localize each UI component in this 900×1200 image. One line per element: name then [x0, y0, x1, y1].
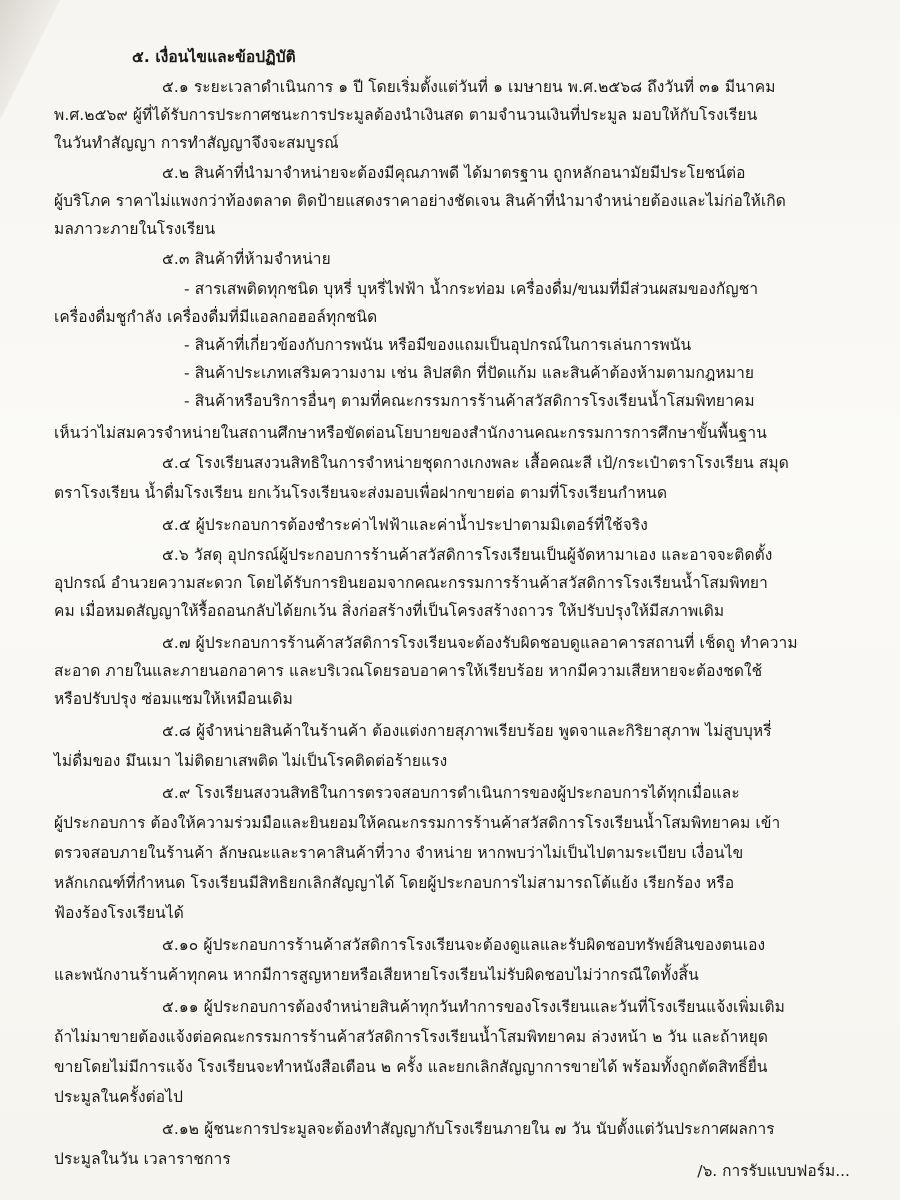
continued-note: /๖. การรับแบบฟอร์ม... — [697, 1162, 850, 1180]
paragraph-line: ผู้บริโภค ราคาไม่แพงกว่าท้องตลาด ติดป้ายแสดงราคาอย่างชัดเจน สินค้าที่นำมาจำหน่ายต้องและไม่ก่อให้เกิด — [54, 192, 786, 210]
paragraph-line: ๕.๓ สินค้าที่ห้ามจำหน่าย — [162, 250, 331, 268]
paragraph-line: เห็นว่าไม่สมควรจำหน่ายในสถานศึกษาหรือขัดต่อนโยบายของสำนักงานคณะกรรมการการศึกษาขั้นพื้นฐาน — [54, 424, 767, 442]
paragraph-line: และพนักงานร้านค้าทุกคน หากมีการสูญหายหรือเสียหายโรงเรียนไม่รับผิดชอบไม่ว่ากรณีใดทั้งสิ้น — [54, 966, 699, 984]
paragraph-line: เครื่องดื่มชูกำลัง เครื่องดื่มที่มีแอลกอฮอล์ทุกชนิด — [54, 308, 378, 326]
paragraph-line: ประมูลในครั้งต่อไป — [54, 1088, 184, 1106]
paragraph-line: ๕.๑๑ ผู้ประกอบการต้องจำหน่ายสินค้าทุกวันทำการของโรงเรียนและวันที่โรงเรียนแจ้งเพิ่มเติม — [162, 998, 785, 1016]
paragraph-line: พ.ศ.๒๕๖๙ ผู้ที่ได้รับการประกาศชนะการประมูลต้องนำเงินสด ตามจำนวนเงินที่ประมูล มอบให้กับโรงเรียน — [54, 106, 758, 124]
paragraph-line: ๕.๒ สินค้าที่นำมาจำหน่ายจะต้องมีคุณภาพดี ได้มาตรฐาน ถูกหลักอนามัยมีประโยชน์ต่อ — [162, 164, 746, 182]
paragraph-line: มลภาวะภายในโรงเรียน — [54, 220, 216, 238]
paragraph-line: ไม่ดื่มของ มึนเมา ไม่ติดยาเสพติด ไม่เป็นโรคติดต่อร้ายแรง — [54, 752, 448, 770]
paragraph-line: ๕.๑๒ ผู้ชนะการประมูลจะต้องทำสัญญากับโรงเรียนภายใน ๗ วัน นับตั้งแต่วันประกาศผลการ — [162, 1120, 775, 1138]
paragraph-line: ฟ้องร้องโรงเรียนได้ — [54, 904, 184, 922]
paragraph-line: ประมูลในวัน เวลาราชการ — [54, 1150, 231, 1168]
paragraph-line: ๕.๖ วัสดุ อุปกรณ์ผู้ประกอบการร้านค้าสวัสดิการโรงเรียนเป็นผู้จัดหามาเอง และอาจจะติดตั้ง — [162, 546, 773, 564]
section-heading: ๕. เงื่อนไขและข้อปฏิบัติ — [132, 48, 296, 66]
bullet-line: - สินค้าประเภทเสริมความงาม เช่น ลิปสติก ที่ปัดแก้ม และสินค้าต้องห้ามตามกฎหมาย — [184, 364, 755, 382]
paragraph-line: หลักเกณฑ์ที่กำหนด โรงเรียนมีสิทธิยกเลิกสัญญาได้ โดยผู้ประกอบการไม่สามารถโต้แย้ง เรียกร้อง หรือ — [54, 874, 735, 892]
paragraph-line: ๕.๙ โรงเรียนสงวนสิทธิในการตรวจสอบการดำเนินการของผู้ประกอบการได้ทุกเมื่อและ — [162, 784, 740, 802]
page-corner-shadow — [0, 0, 60, 120]
paragraph-line: ผู้ประกอบการ ต้องให้ความร่วมมือและยินยอมให้คณะกรรมการร้านค้าสวัสดิการโรงเรียนน้ำโสมพิทยาคม เข้า — [54, 814, 781, 832]
bullet-line: - สินค้าที่เกี่ยวข้องกับการพนัน หรือมีของแถมเป็นอุปกรณ์ในการเล่นการพนัน — [184, 336, 692, 354]
paragraph-line: ตราโรงเรียน น้ำดื่มโรงเรียน ยกเว้นโรงเรียนจะส่งมอบเพื่อฝากขายต่อ ตามที่โรงเรียนกำหนด — [54, 484, 668, 502]
paragraph-line: ๕.๑๐ ผู้ประกอบการร้านค้าสวัสดิการโรงเรียนจะต้องดูแลและรับผิดชอบทรัพย์สินของตนเอง — [162, 936, 766, 954]
paragraph-line: สะอาด ภายในและภายนอกอาคาร และบริเวณโดยรอบอาคารให้เรียบร้อย หากมีความเสียหายจะต้องชดใช้ — [54, 662, 763, 680]
paragraph-line: คม เมื่อหมดสัญญาให้รื้อถอนกลับได้ยกเว้น สิ่งก่อสร้างที่เป็นโครงสร้างถาวร ให้ปรับปรุงให้มีสภาพเดิม — [54, 602, 725, 620]
paragraph-line: ๕.๔ โรงเรียนสงวนสิทธิในการจำหน่ายชุดกางเกงพละ เสื้อคณะสี เป้/กระเป๋าตราโรงเรียน สมุด — [162, 454, 789, 472]
paragraph-line: ถ้าไม่มาขายต้องแจ้งต่อคณะกรรมการร้านค้าสวัสดิการโรงเรียนน้ำโสมพิทยาคม ล่วงหน้า ๒ วัน และถ้าหยุด — [54, 1028, 769, 1046]
paragraph-line: หรือปรับปรุง ซ่อมแซมให้เหมือนเดิม — [54, 690, 293, 708]
paragraph-line: อุปกรณ์ อำนวยความสะดวก โดยได้รับการยินยอมจากคณะกรรมการร้านค้าสวัสดิการโรงเรียนน้ำโสมพิทยา — [54, 574, 768, 592]
paragraph-line: ๕.๘ ผู้จำหน่ายสินค้าในร้านค้า ต้องแต่งกายสุภาพเรียบร้อย พูดจาและกิริยาสุภาพ ไม่สูบบุหรี่ — [162, 722, 772, 740]
paragraph-line: ๕.๕ ผู้ประกอบการต้องชำระค่าไฟฟ้าและค่าน้ำประปาตามมิเตอร์ที่ใช้จริง — [162, 516, 648, 534]
paragraph-line: ขายโดยไม่มีการแจ้ง โรงเรียนจะทำหนังสือเตือน ๒ ครั้ง และยกเลิกสัญญาการขายได้ พร้อมทั้งถูกตัดสิทธิ์ยื่น — [54, 1058, 768, 1076]
bullet-line: - สินค้าหรือบริการอื่นๆ ตามที่คณะกรรมการร้านค้าสวัสดิการโรงเรียนน้ำโสมพิทยาคม — [184, 392, 755, 410]
bullet-line: - สารเสพติดทุกชนิด บุหรี่ บุหรี่ไฟฟ้า น้ำกระท่อม เครื่องดื่ม/ขนมที่มีส่วนผสมของกัญชา — [184, 280, 759, 298]
paragraph-line: ๕.๗ ผู้ประกอบการร้านค้าสวัสดิการโรงเรียนจะต้องรับผิดชอบดูแลอาคารสถานที่ เช็ดถู ทำความ — [162, 634, 798, 652]
paragraph-line: ตรวจสอบภายในร้านค้า ลักษณะและราคาสินค้าที่วาง จำหน่าย หากพบว่าไม่เป็นไปตามระเบียบ เงื่อนไข — [54, 844, 744, 862]
paragraph-line: ๕.๑ ระยะเวลาดำเนินการ ๑ ปี โดยเริ่มตั้งแต่วันที่ ๑ เมษายน พ.ศ.๒๕๖๘ ถึงวันที่ ๓๑ มีนาคม — [162, 78, 776, 96]
paragraph-line: ในวันทำสัญญา การทำสัญญาจึงจะสมบูรณ์ — [54, 134, 339, 152]
